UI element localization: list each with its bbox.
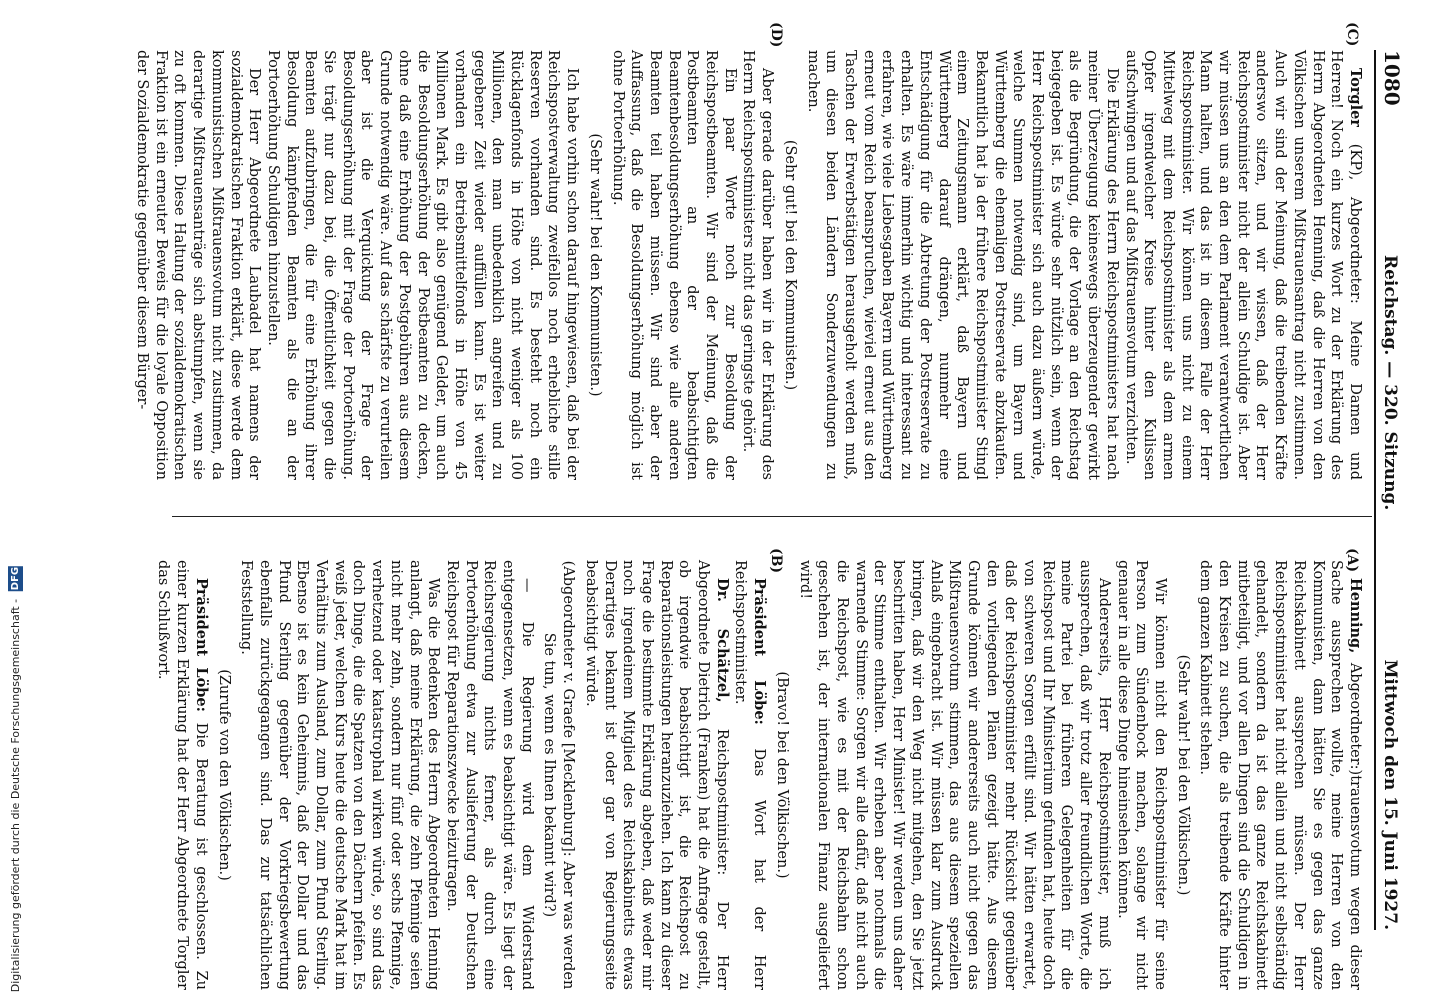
dfg-logo: DFG (10, 566, 21, 591)
header-date: Mittwoch den 15. Juni 1927. (1380, 659, 1400, 930)
speaker-role: (KP), Abgeordneter: (1347, 126, 1363, 304)
speaker-name: Dr. Schätzel, (713, 578, 731, 703)
margin-mark-a: (A) (1344, 548, 1360, 573)
speaker-role: Abgeordneter:) (1347, 653, 1363, 776)
speaker-name: Henning, (1347, 578, 1364, 654)
interjection: (Zurufe von den Völkischen.) (215, 669, 232, 881)
paragraph-text: Ich habe vorhin schon darauf hingewiesen, daß bei der Reichspostverwaltung zweifellos noch erhebliche stille Reserven vorhanden sind. Es besteht noch ein Rücklagenfonds in Höhe von nicht weniger als 100 Millionen, den man unbedenklich angreifen und zu gegebener Zeit wieder auffüllen kann. Es ist weiter vorhanden ein Betriebsmittelfonds in Höhe von 45 Millionen Mark. Es gibt also genügend Gelder, um auch die Besoldungserhöhung der Postbeamten zu decken, ohne daß eine Erhöhung der Postgebühren aus diesem Grunde notwendig wäre. Auf das schärfste zu verurteilen aber ist die Verquickung der Frage der Besoldungserhöhung mit der Frage der Portoerhöhung. Sie trägt nur dazu bei, die Öffentlichkeit gegen die Beamten aufzubringen, die für eine Erhöhung ihrer Besoldung kämpfenden Beamten als die an der Portoerhöhung Schuldigen hinzustellen. (264, 50, 581, 480)
speaker-name: Präsident Löbe: (192, 578, 210, 712)
interjection: (Sehr gut! bei den Kommunisten.) (781, 139, 798, 391)
paragraph-text: — Die Regierung wird dem Widerstand entgegensetzen, wenn es beabsichtigt wäre. Es liegt der Reichsregierung nichts ferner, als durch eine Portoerhöhung etwa zur Auslieferung der Deutschen Reichspost für Reparationszwecke beizutragen. (443, 560, 535, 990)
right-text-column (134, 50, 1364, 480)
margin-mark-d: (D) (768, 22, 784, 48)
paragraph (608, 50, 739, 480)
paragraph-text: Wir können nicht den Reichspostminister für seine Person zum Sündenbock machen, solange wir nicht genauer in alle diese Dinge hineinsehen können. (1114, 560, 1168, 990)
paragraph (132, 50, 263, 480)
paragraph (795, 560, 1113, 990)
paragraph-text: Andererseits, Herr Reichspostminister, muß ich aussprechen, daß wir trotz aller freundlichen Worte, die meine Partei bei früheren Gelegenheiten für die Reichspost und Ihr Ministerium gefunden hat, heute doch von schweren Sorgen erfüllt sind. Wir hätten erwartet, daß der Reichspostminister mehr Rücksicht gegenüber den vorliegenden Plänen gezeigt hätte. Aus diesem Grunde können wir andererseits auch nicht gegen das Mißtrauensvotum stimmen, das aus diesem speziellen Anlaß eingebracht ist. Wir müssen klar zum Ausdruck bringen, daß wir den Weg nicht mitgehen, den Sie jetzt beschritten haben, Herr Minister! Wir werden uns daher der Stimme enthalten. Wir erheben aber nochmals die warnende Stimme: Sorgen wir alle dafür, daß nicht auch die Reichspost, wie es mit der Reichsbahn schon geschehen ist, der internationalen Finanz ausgeliefert wird! (796, 560, 1112, 990)
interjection: (Sehr wahr! bei den Völkischen.) (1174, 654, 1191, 896)
speaker-name: Torgler (1347, 68, 1364, 127)
paragraph-text: Das Wort hat der Herr Reichspostminister. (732, 560, 768, 990)
paragraph-text: Die Beratung ist geschlossen. Zu einer kurzen Erklärung hat der Herr Abgeordnete Torgler das Schlußwort. (155, 560, 209, 990)
paragraph (1196, 560, 1364, 990)
paragraph (803, 50, 1121, 480)
interjection: (Sehr wahr! bei den Kommunisten.) (586, 133, 603, 397)
paragraph (731, 560, 768, 990)
credit-text: Digitalisierung gefördert durch die Deutsche Forschungsgemeinschaft - (9, 598, 22, 992)
paragraph (237, 560, 443, 990)
left-text-column (155, 560, 1364, 991)
margin-mark-c: (C) (1344, 22, 1360, 47)
paragraph-text: Ein paar Worte noch zur Besoldung der Reichspostbeamten. Wir sind der Meinung, daß die Postbeamten an der beabsichtigten Beamtenbesoldungserhöhung ebenso wie alle anderen Beamten teil haben müssen. Wir sind aber der Auffassung, daß die Besoldungserhöhung möglich ist ohne Portoerhöhung. (609, 50, 738, 480)
margin-mark-b: (B) (768, 548, 784, 574)
interjection: (Abgeordneter v. Graefe [Mecklenburg]: Aber was werden Sie tun, wenn es Ihnen bekannt wird?) (541, 560, 577, 990)
column-divider (172, 516, 1372, 517)
paragraph (739, 50, 776, 480)
interjection: (Bravo! bei den Völkischen.) (773, 671, 790, 879)
paragraph (581, 560, 731, 990)
paragraph-text: Die Erklärung des Herrn Reichspostministers hat nach meiner Überzeugung keineswegs überzeugender gewirkt als die Begründung, die der Vorlage an den Reichstag beigegeben ist. Es würde sehr nützlich sein, wenn der Herr Reichspostminister sich auch dazu äußern würde, welche Summen notwendig sind, um Bayern und Württemberg die ehemaligen Postreservate abzukaufen. Bekanntlich hat ja der frühere Reichspostminister Stingl einem Zeitungsmann erklärt, daß Bayern und Württemberg darauf drängen, nunmehr eine Entschädigung für die Abtretung der Postreservate zu erhalten. Es wäre immerhin wichtig und interessant zu erfahren, wie viele Liebesgaben Bayern und Württemberg erneut vom Reich beanspruchen, wieviel erneut aus den Taschen der Erwerbstätigen herausgeholt werden muß, um diesen beiden Ländern Sonderzuwendungen zu machen. (804, 50, 1120, 480)
page-header (1374, 50, 1414, 930)
paragraph-text: trauensvotum wegen dieser Sache aussprechen wollte, meine Herren von den Kommunisten, dann hätten Sie es gegen das ganze Reichskabinett aussprechen müssen. Der Herr Reichspostminister hat nicht allein und nicht selbständig gehandelt, sondern da ist das ganze Reichskabinett mitbeteiligt, und vor allen Dingen sind die Schuldigen in den Kreisen zu suchen, die als treibende Kräfte hinter dem ganzen Kabinett stehen. (1197, 560, 1363, 990)
paragraph (1113, 560, 1169, 990)
paragraph-text: Aber gerade darüber haben wir in der Erklärung des Herrn Reichspostministers nicht das geringste gehört. (740, 50, 776, 480)
header-title: Reichstag. — 320. Sitzung. (1380, 254, 1400, 511)
paragraph (442, 560, 536, 990)
paragraph-text: Reichspostminister: Der Herr Abgeordnete Dietrich (Franken) hat die Anfrage gestellt, ob irgendwie beabsichtigt ist, die Reichspost zu Reparationsleistungen heranzuziehen. Ich kann zu dieser Frage die bestimmte Erklärung abgeben, daß weder mir noch irgendeinem Mitglied des Reichskabinetts etwas Derartiges bekannt ist oder gar von Regierungsseite beabsichtigt würde. (582, 560, 730, 991)
paragraph (154, 560, 210, 990)
paragraph-text: Der Herr Abgeordnete Laubadel hat namens der sozialdemokratischen Fraktion erklärt, diese werde dem kommunistischen Mißtrauensvotum nicht zustimmen, da derartige Mißtrauensanträge sich abstumpfen, wenn sie zu oft kommen. Diese Haltung der sozialdemokratischen Fraktion ist ein erneuter Beweis für die loyale Opposition der Sozialdemokratie gegenüber diesem Bürger- (134, 50, 263, 480)
digitization-credit (8, 566, 23, 992)
speaker-name: Präsident Löbe: (751, 578, 769, 725)
paragraph (263, 50, 581, 480)
paragraph (1121, 50, 1364, 480)
page-number: 1080 (1380, 50, 1404, 106)
paragraph-text: Meine Damen und Herren! Noch ein kurzes Wort zu der Erklärung des Herrn Abgeordneten Henning, daß die Herren von den Völkischen unserem Mißtrauensantrag nicht zustimmen. Auch wir sind der Meinung, daß die treibenden Kräfte anderswo sitzen, und wir wissen, daß der Herr Reichspostminister nicht der allein Schuldige ist. Aber wir müssen uns an den dem Parlament verantwortlichen Mann halten, und das ist in diesem Falle der Herr Reichspostminister. Wir können uns nicht zu einem Mittelweg mit dem Reichspostminister als dem armen Opfer irgendwelcher Kreise hinter den Kulissen aufschwingen und auf das Mißtrauensvotum verzichten. (1122, 50, 1363, 480)
paragraph-text: Was die Bedenken des Herrn Abgeordneten Henning anlangt, daß meine Erklärung, die zehn Pfennige seien nicht mehr zehn, sondern nur fünf oder sechs Pfennige, verhetzend oder katastrophal wirken würde, so sind das doch Dinge, die die Spatzen von den Dächern pfeifen. Es weiß jeder, welchen Kurs heute die deutsche Mark hat im Verhältnis zum Ausland, zum Dollar, zum Pfund Sterling. Ebenso ist es kein Geheimnis, daß der Dollar und das Pfund Sterling gegenüber der Vorkriegsbewertung ebenfalls zurückgegangen sind. Das zur tatsächlichen Feststellung. (238, 560, 442, 990)
